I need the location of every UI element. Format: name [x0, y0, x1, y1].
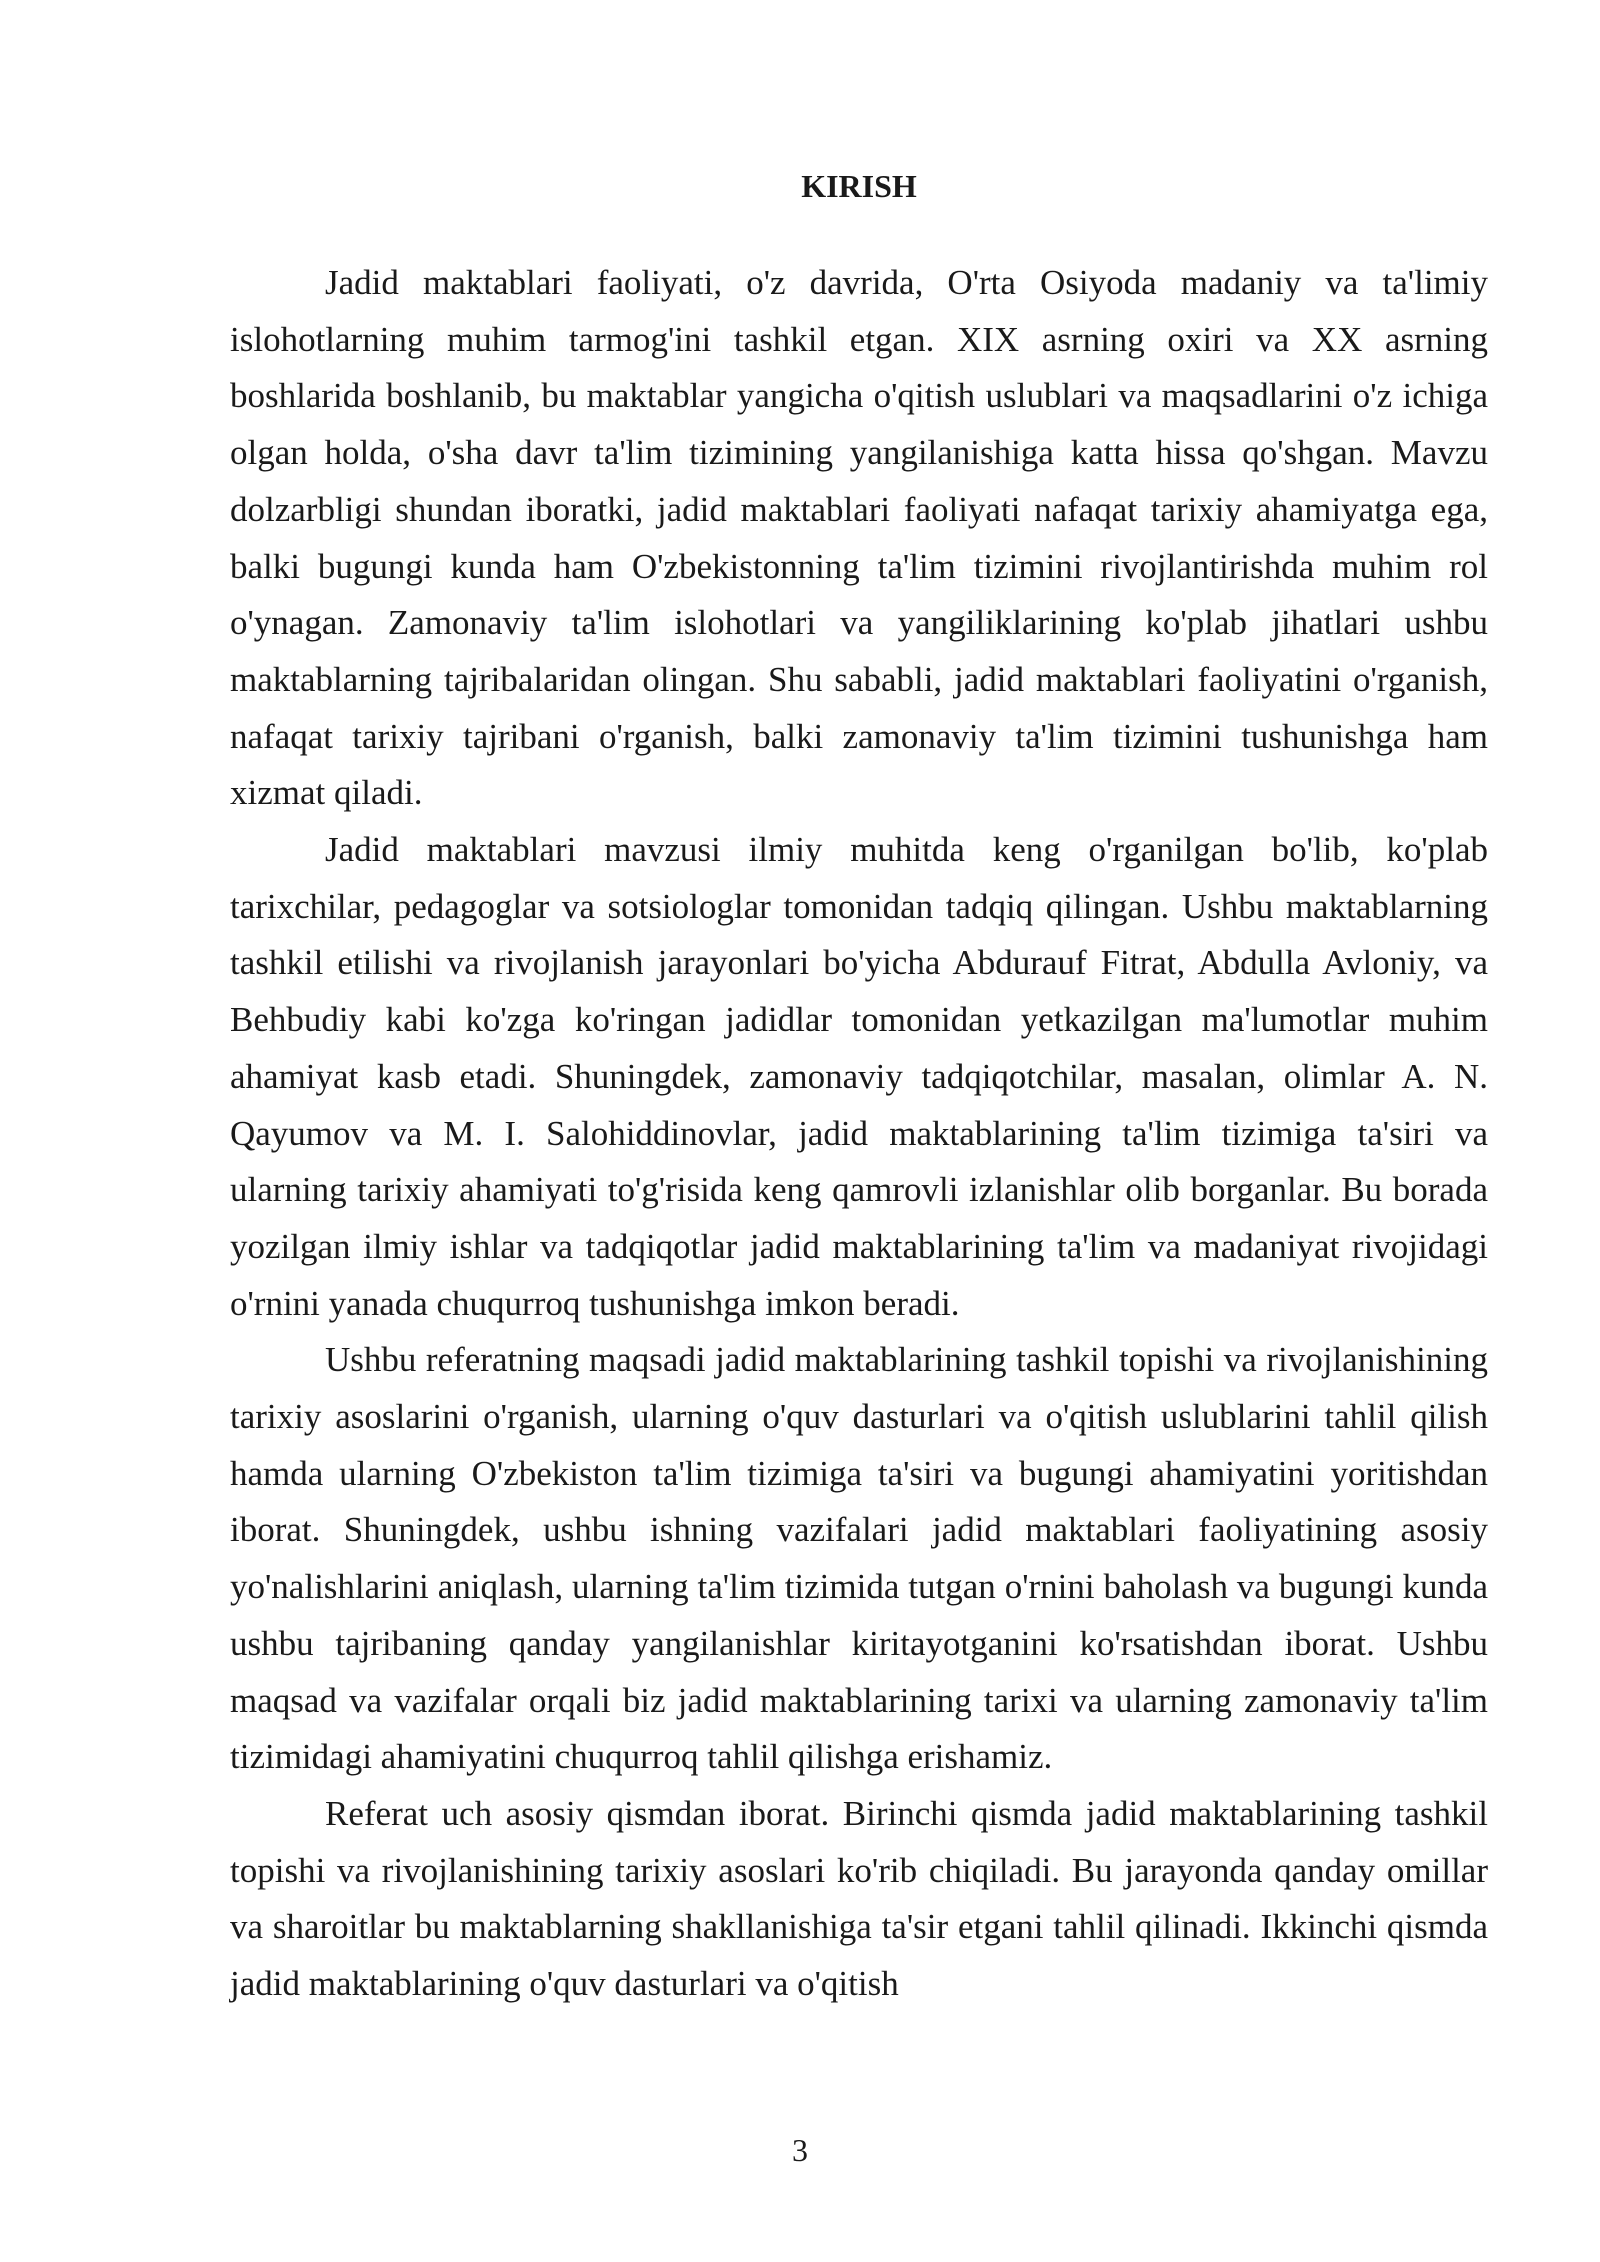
- paragraph-2: Jadid maktablari mavzusi ilmiy muhitda keng o'rganilgan bo'lib, ko'plab tarixchilar, pedagoglar va sotsiologlar tomonidan tadqiq qilingan. Ushbu maktablarning tashkil etilishi va rivojlanish jarayonlari bo'yicha Abdurauf Fitrat, Abdulla Avloniy, va Behbudiy kabi ko'zga ko'ringan jadidlar tomonidan yetkazilgan ma'lumotlar muhim ahamiyat kasb etadi. Shuningdek, zamonaviy tadqiqotchilar, masalan, olimlar A. N. Qayumov va M. I. Salohiddinovlar, jadid maktablarining ta'lim tizimiga ta'siri va ularning tarixiy ahamiyati to'g'risida keng qamrovli izlanishlar olib borganlar. Bu borada yozilgan ilmiy ishlar va tadqiqotlar jadid maktablarining ta'lim va madaniyat rivojidagi o'rnini yanada chuqurroq tushunishga imkon beradi.: [230, 830, 1488, 1323]
- paragraph-4: Referat uch asosiy qismdan iborat. Birinchi qismda jadid maktablarining tashkil topishi va rivojlanishining tarixiy asoslari ko'rib chiqiladi. Bu jarayonda qanday omillar va sharoitlar bu maktablarning shakllanishiga ta'sir etgani tahlil qilinadi. Ikkinchi qismda jadid maktablarining o'quv dasturlari va o'qitish: [230, 1793, 1488, 2004]
- paragraph-1: Jadid maktablari faoliyati, o'z davrida, O'rta Osiyoda madaniy va ta'limiy islohotlarning muhim tarmog'ini tashkil etgan. XIX asrning oxiri va XX asrning boshlarida boshlanib, bu maktablar yangicha o'qitish uslublari va maqsadlarini o'z ichiga olgan holda, o'sha davr ta'lim tizimining yangilanishiga katta hissa qo'shgan. Mavzu dolzarbligi shundan iboratki, jadid maktablari faoliyati nafaqat tarixiy ahamiyatga ega, balki bugungi kunda ham O'zbekistonning ta'lim tizimini rivojlantirishda muhim rol o'ynagan. Zamonaviy ta'lim islohotlari va yangiliklarining ko'plab jihatlari ushbu maktablarning tajribalaridan olingan. Shu sababli, jadid maktablari faoliyatini o'rganish, nafaqat tarixiy tajribani o'rganish, balki zamonaviy ta'lim tizimini tushunishga ham xizmat qiladi.: [230, 263, 1488, 813]
- paragraph-3: Ushbu referatning maqsadi jadid maktablarining tashkil topishi va rivojlanishining tarixiy asoslarini o'rganish, ularning o'quv dasturlari va o'qitish uslublarini tahlil qilish hamda ularning O'zbekiston ta'lim tizimiga ta'siri va bugungi ahamiyatini yoritishdan iborat. Shuningdek, ushbu ishning vazifalari jadid maktablari faoliyatining asosiy yo'nalishlarini aniqlash, ularning ta'lim tizimida tutgan o'rnini baholash va bugungi kunda ushbu tajribaning qanday yangilanishlar kiritayotganini ko'rsatishdan iborat. Ushbu maqsad va vazifalar orqali biz jadid maktablarining tarixi va ularning zamonaviy ta'lim tizimidagi ahamiyatini chuqurroq tahlil qilishga erishamiz.: [230, 1340, 1488, 1777]
- page-title: KIRISH: [801, 168, 917, 204]
- body-text: [230, 255, 1488, 2013]
- page-number: 3: [792, 2132, 808, 2168]
